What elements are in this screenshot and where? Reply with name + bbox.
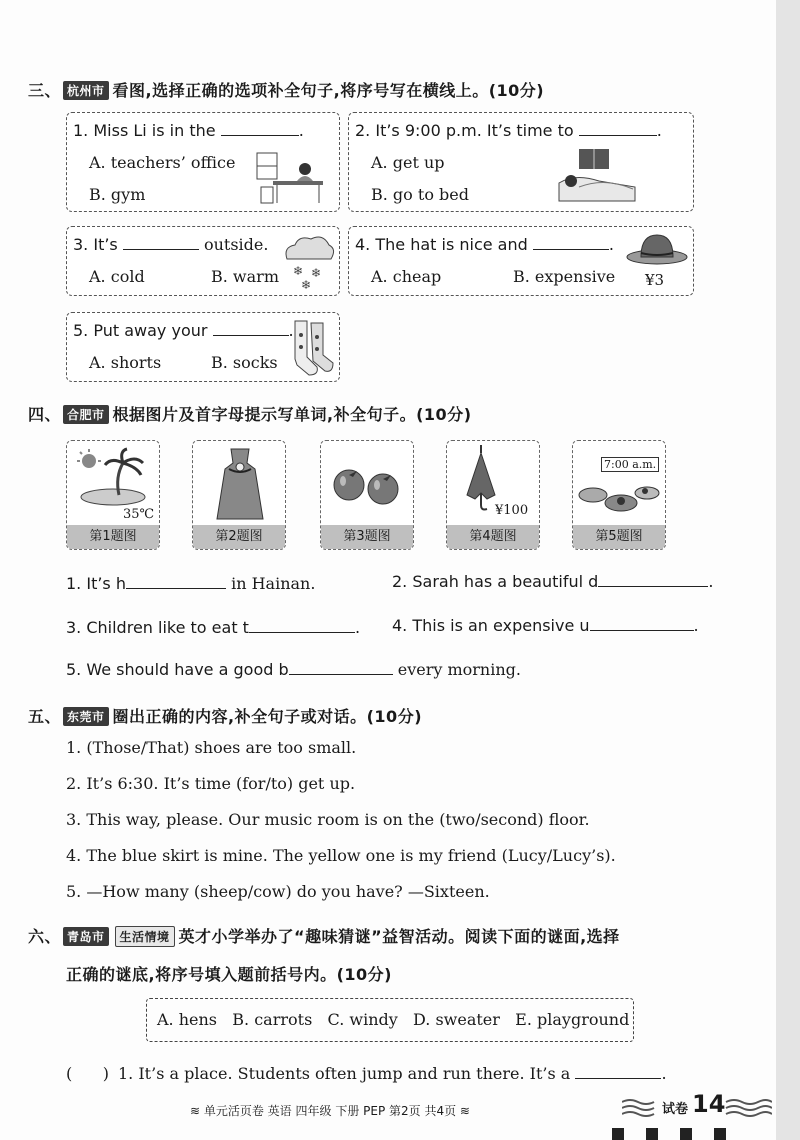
s4-picture-3-label: 第3题图 <box>321 525 413 549</box>
page-edge-shadow <box>776 0 800 1140</box>
breakfast-food-icon <box>577 477 661 521</box>
s5-q5[interactable]: 5. —How many (sheep/cow) do you have? —Sixteen. <box>66 882 490 901</box>
s3-q5-option-b: B. socks <box>211 353 278 372</box>
s4-picture-5 <box>572 440 666 550</box>
section5-title <box>28 704 422 727</box>
s3-q5-text: 5. Put away your . <box>73 321 294 340</box>
s4-picture-2-label: 第2题图 <box>193 525 285 549</box>
s6-q1-paren[interactable]: ( ) <box>66 1064 109 1083</box>
footer-text: ≋ 单元活页卷 英语 四年级 下册 PEP 第2页 共4页 ≋ <box>190 1104 470 1118</box>
answer-blank[interactable] <box>590 616 694 631</box>
bed-sleeping-picture-icon <box>555 147 639 205</box>
section4-instruction: 根据图片及首字母提示写单词,补全句子。(10分) <box>112 405 472 424</box>
section4-title <box>28 402 472 425</box>
s4-q1: 1. It’s h in Hainan. <box>66 574 316 593</box>
section3-instruction: 看图,选择正确的选项补全句子,将序号写在横线上。(10分) <box>112 81 545 100</box>
s3-q5-option-a: A. shorts <box>89 353 162 372</box>
s4-picture-3 <box>320 440 414 550</box>
svg-text:❄: ❄ <box>311 266 322 280</box>
footer-page-number: 14 <box>692 1090 726 1118</box>
s3-q4-text: 4. The hat is nice and . <box>355 235 614 254</box>
svg-text:❄: ❄ <box>301 278 312 291</box>
s4-picture-1-label: 第1题图 <box>67 525 159 549</box>
s4-q5: 5. We should have a good b every morning. <box>66 660 521 679</box>
section4-number: 四、 <box>28 405 62 424</box>
s3-q1-text: 1. Miss Li is in the . <box>73 121 304 140</box>
s3-q2-option-a: A. get up <box>371 153 445 172</box>
section5-instruction: 圈出正确的内容,补全句子或对话。(10分) <box>112 707 423 726</box>
s3-question-box-3 <box>66 226 340 296</box>
section5-city-tag: 东莞市 <box>63 707 109 726</box>
section6-city-tag: 青岛市 <box>63 927 109 946</box>
answer-blank[interactable] <box>249 618 355 633</box>
footer-badge <box>622 1090 772 1118</box>
section3-number: 三、 <box>28 81 62 100</box>
footer-label: 试卷 <box>662 1102 689 1117</box>
s3-q3-option-a: A. cold <box>89 267 145 286</box>
s6-options-text: A. hens B. carrots C. windy D. sweater E. playground <box>157 1010 630 1029</box>
s3-question-box-4 <box>348 226 694 296</box>
answer-blank[interactable] <box>575 1064 661 1079</box>
s4-picture-4-label: 第4题图 <box>447 525 539 549</box>
s3-q3-text: 3. It’s outside. <box>73 235 269 254</box>
hat-price: ¥3 <box>645 271 665 289</box>
s4-q3: 3. Children like to eat t . <box>66 618 361 637</box>
answer-blank[interactable] <box>579 121 657 136</box>
s4-picture-2 <box>192 440 286 550</box>
section6-instruction-line1: 英才小学举办了“趣味猜谜”益智活动。阅读下面的谜面,选择 <box>178 927 620 946</box>
s3-q1-option-a: A. teachers’ office <box>89 153 236 172</box>
s3-q1-option-b: B. gym <box>89 185 146 204</box>
section3-title <box>28 78 544 101</box>
answer-blank[interactable] <box>289 660 393 675</box>
section5-number: 五、 <box>28 707 62 726</box>
dress-icon <box>215 445 265 523</box>
s3-question-box-1 <box>66 112 340 212</box>
s3-question-box-2 <box>348 112 694 212</box>
section6-instruction-line2: 正确的谜底,将序号填入题前括号内。(10分) <box>66 965 392 984</box>
s3-q2-option-b: B. go to bed <box>371 185 469 204</box>
section3-city-tag: 杭州市 <box>63 81 109 100</box>
s4-q2: 2. Sarah has a beautiful d . <box>392 572 714 591</box>
s3-q2-text: 2. It’s 9:00 p.m. It’s time to . <box>355 121 662 140</box>
s4-picture-1 <box>66 440 160 550</box>
hat-icon <box>625 229 689 265</box>
edge-marks <box>612 1128 762 1140</box>
umbrella-price: ¥100 <box>495 503 529 518</box>
socks-icon <box>287 319 335 377</box>
svg-text:❄: ❄ <box>293 264 304 278</box>
section4-city-tag: 合肥市 <box>63 405 109 424</box>
section6-number: 六、 <box>28 927 62 946</box>
office-picture-icon <box>253 149 333 205</box>
answer-blank[interactable] <box>533 235 609 250</box>
s5-q2[interactable]: 2. It’s 6:30. It’s time (for/to) get up. <box>66 774 356 793</box>
tomatoes-icon <box>329 459 407 509</box>
s4-picture-5-label: 第5题图 <box>573 525 665 549</box>
island-sun-icon <box>75 447 151 507</box>
section6-context-tag: 生活情境 <box>115 926 175 947</box>
answer-blank[interactable] <box>126 574 226 589</box>
temperature-text: 35℃ <box>123 507 155 522</box>
time-clock-text: 7:00 a.m. <box>601 457 659 472</box>
s3-question-box-5 <box>66 312 340 382</box>
answer-blank[interactable] <box>221 121 299 136</box>
answer-blank[interactable] <box>213 321 289 336</box>
s3-q3-option-b: B. warm <box>211 267 279 286</box>
s4-picture-4 <box>446 440 540 550</box>
s3-q4-option-b: B. expensive <box>513 267 616 286</box>
answer-blank[interactable] <box>598 572 708 587</box>
s6-options-box <box>146 998 634 1042</box>
answer-blank[interactable] <box>123 235 199 250</box>
section6-title <box>28 924 620 947</box>
s5-q1[interactable]: 1. (Those/That) shoes are too small. <box>66 738 357 757</box>
s3-q4-option-a: A. cheap <box>371 267 442 286</box>
s4-q4: 4. This is an expensive u . <box>392 616 699 635</box>
s5-q4[interactable]: 4. The blue skirt is mine. The yellow one is my friend (Lucy/Lucy’s). <box>66 846 616 865</box>
s6-q1: 1. It’s a place. Students often jump and run there. It’s a . <box>118 1064 667 1083</box>
snow-cloud-icon <box>281 231 337 291</box>
umbrella-icon <box>461 445 501 511</box>
s5-q3[interactable]: 3. This way, please. Our music room is on the (two/second) floor. <box>66 810 590 829</box>
